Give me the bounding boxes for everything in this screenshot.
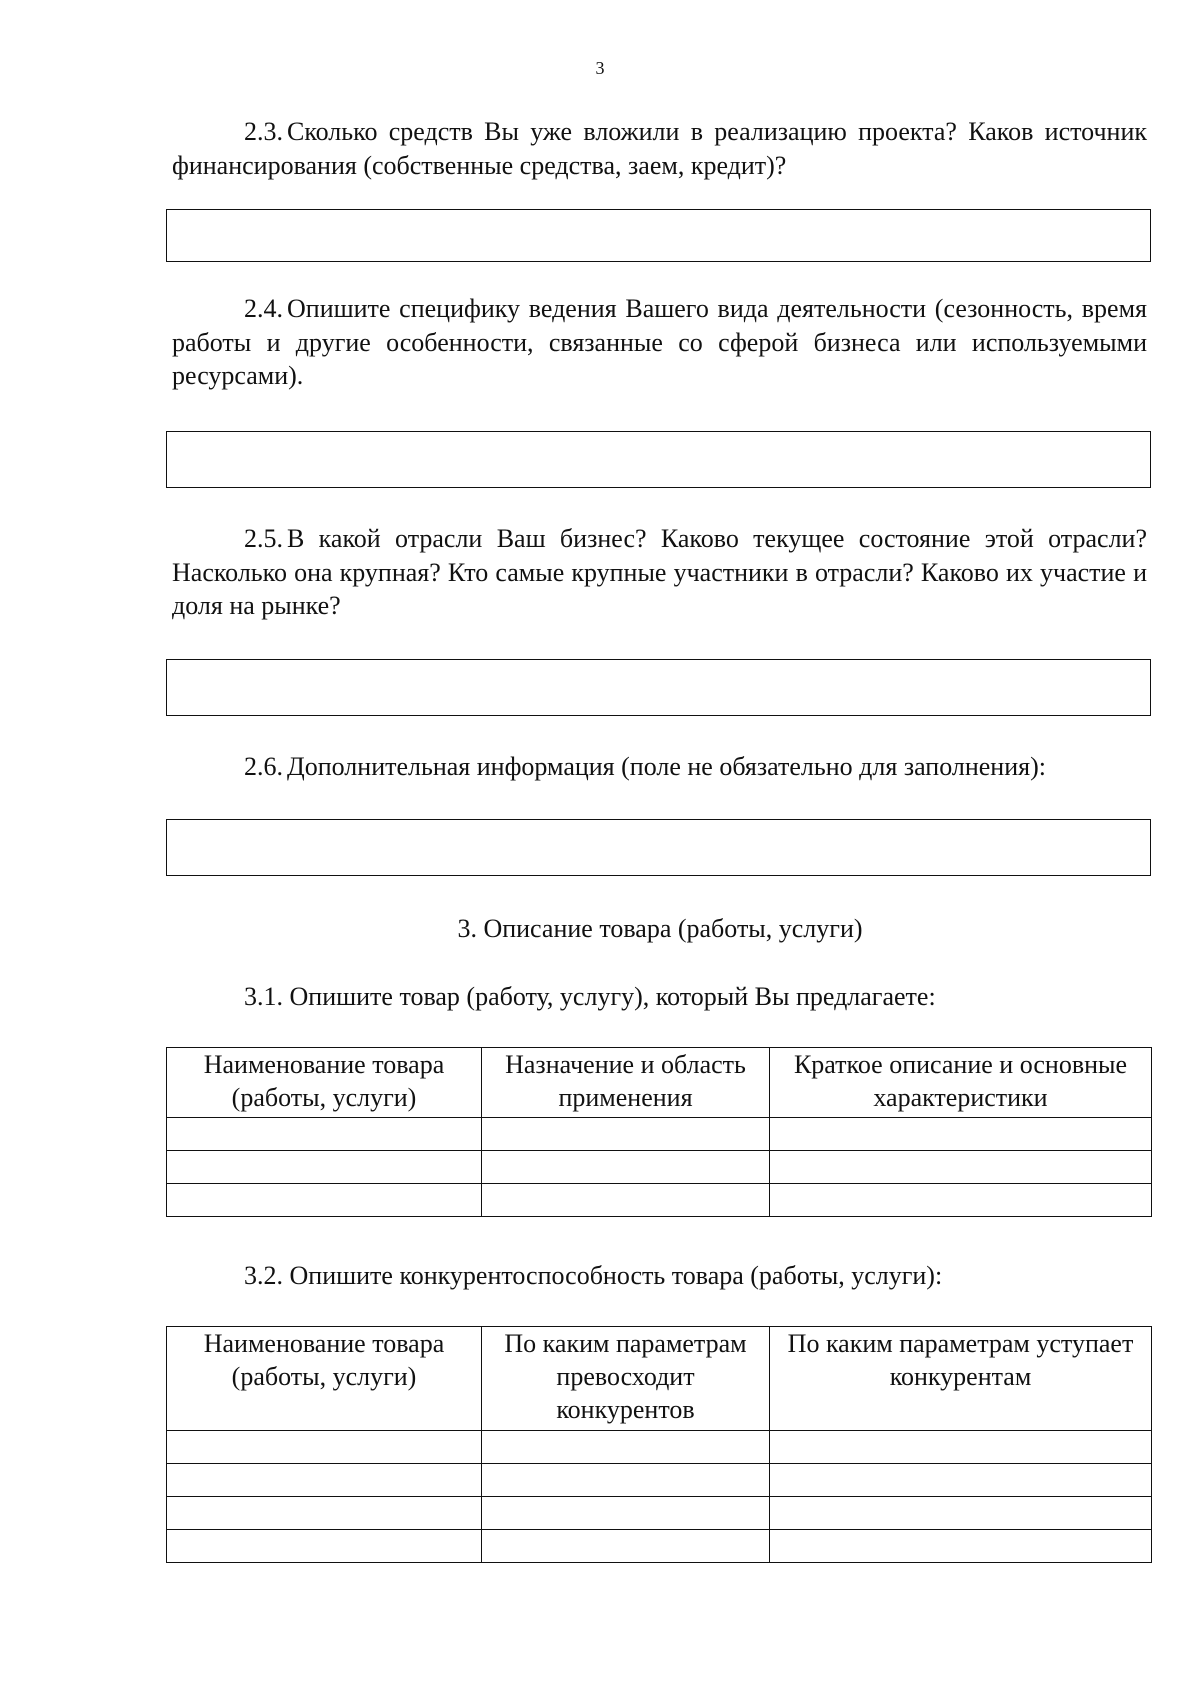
- table-row: [167, 1497, 1152, 1530]
- table-header-row: [167, 1327, 1152, 1431]
- table-cell[interactable]: [482, 1530, 770, 1563]
- table-cell[interactable]: [167, 1431, 482, 1464]
- table-cell[interactable]: [770, 1151, 1152, 1184]
- table-cell[interactable]: [482, 1497, 770, 1530]
- table-cell[interactable]: [770, 1118, 1152, 1151]
- question-2-6-text: Дополнительная информация (поле не обязательно для заполнения):: [287, 752, 1046, 781]
- column-header: По каким параметрам уступает конкурентам: [770, 1327, 1152, 1431]
- table-cell[interactable]: [167, 1497, 482, 1530]
- table-cell[interactable]: [167, 1151, 482, 1184]
- column-header: По каким параметрам превосходит конкурентов: [482, 1327, 770, 1431]
- table-cell[interactable]: [482, 1118, 770, 1151]
- table-cell[interactable]: [770, 1464, 1152, 1497]
- table-cell[interactable]: [770, 1530, 1152, 1563]
- question-3-2: 3.2. Опишите конкурентоспособность товара (работы, услуги):: [244, 1261, 943, 1290]
- question-2-4-number: 2.4.: [244, 294, 283, 323]
- product-description-table: [166, 1047, 1152, 1217]
- table-cell[interactable]: [167, 1530, 482, 1563]
- question-3-1: 3.1. Опишите товар (работу, услугу), который Вы предлагаете:: [244, 982, 936, 1011]
- competitiveness-table: [166, 1326, 1152, 1563]
- table-cell[interactable]: [167, 1464, 482, 1497]
- table-cell[interactable]: [770, 1184, 1152, 1217]
- table-cell[interactable]: [482, 1464, 770, 1497]
- table-cell[interactable]: [770, 1431, 1152, 1464]
- question-2-3-text: Сколько средств Вы уже вложили в реализацию проекта? Каков источник финансирования (собственные средства, заем, кредит)?: [172, 117, 1147, 180]
- section-3-heading: 3. Описание товара (работы, услуги): [457, 914, 863, 943]
- answer-box-2-5[interactable]: [166, 659, 1151, 716]
- question-2-4-text: Опишите специфику ведения Вашего вида деятельности (сезонность, время работы и другие особенности, связанные со сферой бизнеса или используемыми ресурсами).: [172, 294, 1147, 390]
- answer-box-2-4[interactable]: [166, 431, 1151, 488]
- table-cell[interactable]: [482, 1184, 770, 1217]
- column-header: Краткое описание и основные характеристики: [770, 1048, 1152, 1118]
- question-2-3-number: 2.3.: [244, 117, 283, 146]
- answer-box-2-6[interactable]: [166, 819, 1151, 876]
- column-header: Наименование товара (работы, услуги): [167, 1048, 482, 1118]
- page-number: 3: [595, 58, 605, 78]
- column-header: Назначение и область применения: [482, 1048, 770, 1118]
- question-2-3: [172, 115, 1147, 182]
- table-header-row: [167, 1048, 1152, 1118]
- table-row: [167, 1151, 1152, 1184]
- table-row: [167, 1464, 1152, 1497]
- table-cell[interactable]: [167, 1118, 482, 1151]
- table-cell[interactable]: [482, 1431, 770, 1464]
- table-cell[interactable]: [482, 1151, 770, 1184]
- question-2-6-number: 2.6.: [244, 752, 283, 781]
- table-cell[interactable]: [167, 1184, 482, 1217]
- answer-box-2-3[interactable]: [166, 209, 1151, 262]
- question-2-6: [172, 750, 1147, 784]
- question-2-5-text: В какой отрасли Ваш бизнес? Каково текущее состояние этой отрасли? Насколько она крупная? Кто самые крупные участники в отрасли? Каково их участие и доля на рынке?: [172, 524, 1147, 620]
- question-2-5: [172, 522, 1147, 623]
- column-header: Наименование товара (работы, услуги): [167, 1327, 482, 1431]
- table-row: [167, 1184, 1152, 1217]
- table-row: [167, 1530, 1152, 1563]
- table-row: [167, 1118, 1152, 1151]
- question-2-4: [172, 292, 1147, 393]
- table-row: [167, 1431, 1152, 1464]
- table-cell[interactable]: [770, 1497, 1152, 1530]
- question-2-5-number: 2.5.: [244, 524, 283, 553]
